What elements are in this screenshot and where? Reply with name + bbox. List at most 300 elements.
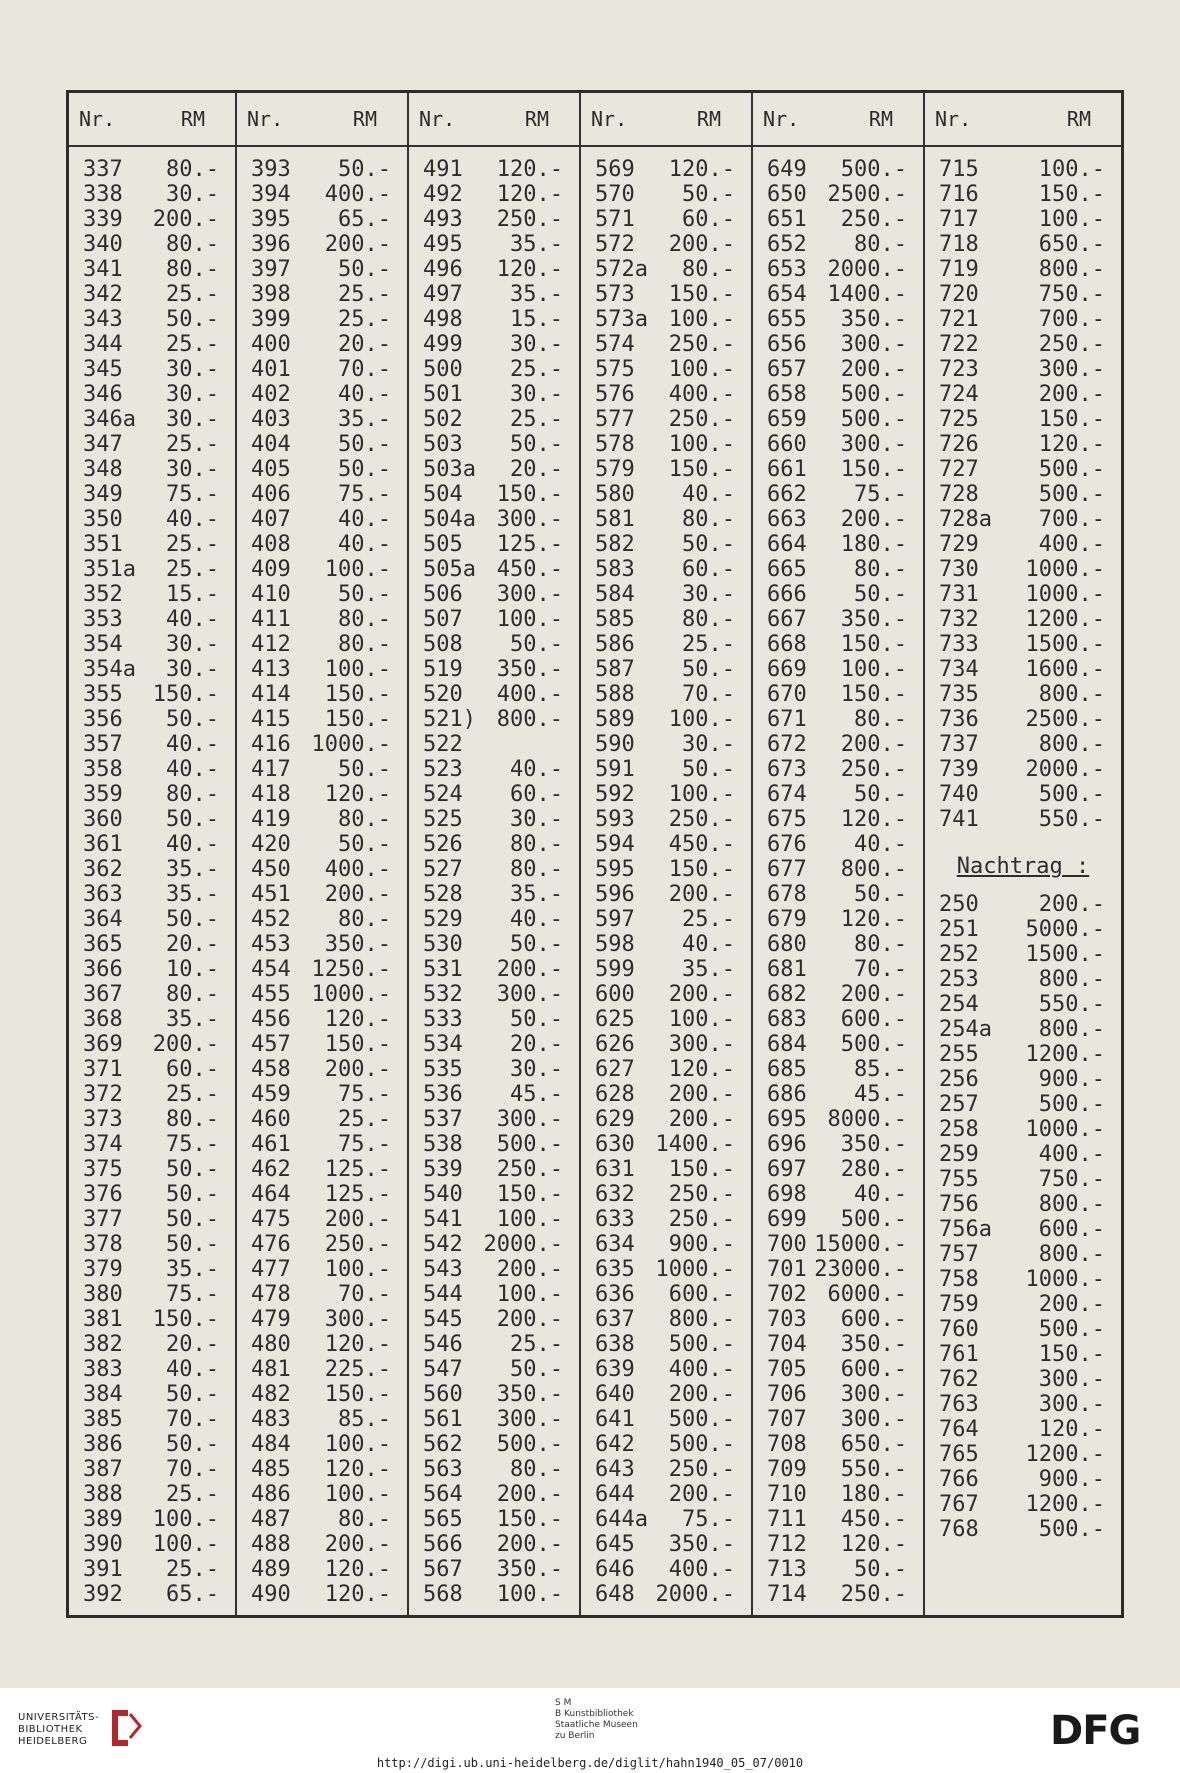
item-price: 50.- [682, 182, 735, 207]
item-price: 100.- [1038, 207, 1105, 232]
item-price: 40.- [166, 1357, 219, 1382]
item-price: 120.- [840, 1532, 907, 1557]
header-nr: Nr. [419, 107, 456, 131]
item-number: 376 [83, 1182, 123, 1207]
table-column [581, 93, 753, 1615]
table-row [925, 407, 1121, 432]
dfg-logo[interactable]: DFG [1050, 1708, 1141, 1754]
table-row [409, 707, 579, 732]
item-number: 394 [251, 182, 291, 207]
table-row [581, 482, 751, 507]
item-price: 35.- [166, 1257, 219, 1282]
item-number: 590 [595, 732, 635, 757]
item-price: 35.- [166, 1007, 219, 1032]
item-price: 80.- [338, 1507, 391, 1532]
table-row [237, 1557, 407, 1582]
table-row [409, 1507, 579, 1532]
item-number: 542 [423, 1232, 463, 1257]
table-row [581, 907, 751, 932]
table-row [237, 707, 407, 732]
item-number: 593 [595, 807, 635, 832]
item-price: 15.- [166, 582, 219, 607]
table-row [581, 1432, 751, 1457]
table-row [409, 732, 579, 757]
table-row [753, 1257, 923, 1282]
item-number: 357 [83, 732, 123, 757]
table-row [409, 157, 579, 182]
item-number: 638 [595, 1332, 635, 1357]
item-number: 670 [767, 682, 807, 707]
item-number: 348 [83, 457, 123, 482]
table-row [69, 1407, 235, 1432]
item-price: 25.- [510, 1332, 563, 1357]
item-number: 259 [939, 1142, 979, 1167]
table-row [753, 1482, 923, 1507]
table-row [581, 957, 751, 982]
table-row [753, 1182, 923, 1207]
item-number: 595 [595, 857, 635, 882]
item-price: 600.- [668, 1282, 735, 1307]
item-price: 600.- [1038, 1217, 1105, 1242]
item-price: 2000.- [1025, 757, 1105, 782]
table-row [581, 732, 751, 757]
item-price: 50.- [338, 582, 391, 607]
item-price: 1400.- [827, 282, 907, 307]
table-row [409, 207, 579, 232]
item-number: 723 [939, 357, 979, 382]
item-number: 498 [423, 307, 463, 332]
column-rows [581, 147, 751, 1607]
item-price: 75.- [166, 482, 219, 507]
item-price: 50.- [682, 532, 735, 557]
table-row [753, 382, 923, 407]
item-number: 478 [251, 1282, 291, 1307]
item-price: 280.- [840, 1157, 907, 1182]
table-row [237, 782, 407, 807]
item-number: 499 [423, 332, 463, 357]
item-number: 728 [939, 482, 979, 507]
table-row [581, 1082, 751, 1107]
item-number: 760 [939, 1317, 979, 1342]
item-price: 300.- [668, 1032, 735, 1057]
item-price: 120.- [840, 907, 907, 932]
table-row [753, 1532, 923, 1557]
table-row [925, 1492, 1121, 1517]
owner-stamp [555, 1698, 638, 1742]
table-row [409, 657, 579, 682]
table-row [753, 682, 923, 707]
table-row [753, 907, 923, 932]
item-number: 417 [251, 757, 291, 782]
item-price: 25.- [166, 432, 219, 457]
item-price: 800.- [840, 857, 907, 882]
item-number: 395 [251, 207, 291, 232]
item-price: 25.- [338, 282, 391, 307]
item-price: 500.- [1038, 482, 1105, 507]
table-row [69, 382, 235, 407]
table-row [925, 1067, 1121, 1092]
item-price: 80.- [338, 632, 391, 657]
item-price: 30.- [510, 332, 563, 357]
item-number: 683 [767, 1007, 807, 1032]
table-row [409, 882, 579, 907]
item-number: 759 [939, 1292, 979, 1317]
table-row [69, 582, 235, 607]
item-price: 25.- [166, 282, 219, 307]
item-number: 733 [939, 632, 979, 657]
item-price: 500.- [840, 1207, 907, 1232]
item-price: 150.- [496, 482, 563, 507]
table-row [753, 1457, 923, 1482]
table-row [581, 1357, 751, 1382]
item-price: 50.- [338, 757, 391, 782]
table-row [753, 1007, 923, 1032]
item-number: 459 [251, 1082, 291, 1107]
price-table [66, 90, 1124, 1618]
item-price: 600.- [840, 1357, 907, 1382]
item-number: 342 [83, 282, 123, 307]
item-number: 661 [767, 457, 807, 482]
item-number: 540 [423, 1182, 463, 1207]
table-row [237, 1107, 407, 1132]
table-row [925, 1392, 1121, 1417]
table-row [237, 1132, 407, 1157]
item-price: 40.- [166, 507, 219, 532]
item-number: 483 [251, 1407, 291, 1432]
item-price: 50.- [854, 882, 907, 907]
table-row [237, 757, 407, 782]
table-row [753, 1432, 923, 1457]
item-price: 200.- [668, 982, 735, 1007]
item-price: 150.- [152, 682, 219, 707]
item-number: 347 [83, 432, 123, 457]
table-row [237, 232, 407, 257]
item-number: 633 [595, 1207, 635, 1232]
item-number: 387 [83, 1457, 123, 1482]
item-number: 732 [939, 607, 979, 632]
item-number: 521) [423, 707, 476, 732]
table-row [753, 432, 923, 457]
table-row [237, 1582, 407, 1607]
item-number: 500 [423, 357, 463, 382]
item-number: 477 [251, 1257, 291, 1282]
table-row [409, 1257, 579, 1282]
table-row [237, 882, 407, 907]
item-price: 500.- [496, 1132, 563, 1157]
item-number: 388 [83, 1482, 123, 1507]
item-number: 591 [595, 757, 635, 782]
item-price: 500.- [668, 1407, 735, 1432]
item-price: 120.- [1038, 1417, 1105, 1442]
table-row [237, 407, 407, 432]
table-row [925, 1417, 1121, 1442]
table-row [69, 607, 235, 632]
item-number: 641 [595, 1407, 635, 1432]
table-row [753, 1357, 923, 1382]
item-number: 650 [767, 182, 807, 207]
item-number: 627 [595, 1057, 635, 1082]
table-row [409, 432, 579, 457]
table-row [925, 682, 1121, 707]
table-row [409, 282, 579, 307]
table-row [69, 1507, 235, 1532]
item-number: 664 [767, 532, 807, 557]
table-row [925, 607, 1121, 632]
item-price: 40.- [682, 932, 735, 957]
item-price: 70.- [338, 357, 391, 382]
item-price: 1000.- [1025, 557, 1105, 582]
item-price: 40.- [338, 532, 391, 557]
item-number: 644 [595, 1482, 635, 1507]
item-number: 359 [83, 782, 123, 807]
table-row [69, 932, 235, 957]
table-row [409, 982, 579, 1007]
item-price: 75.- [338, 1082, 391, 1107]
item-number: 585 [595, 607, 635, 632]
item-price: 60.- [166, 1057, 219, 1082]
table-row [581, 1257, 751, 1282]
item-number: 397 [251, 257, 291, 282]
item-number: 568 [423, 1582, 463, 1607]
item-price: 50.- [510, 632, 563, 657]
item-price: 100.- [152, 1532, 219, 1557]
item-number: 414 [251, 682, 291, 707]
table-row [237, 1157, 407, 1182]
table-row [925, 1317, 1121, 1342]
item-number: 758 [939, 1267, 979, 1292]
item-price: 50.- [166, 1432, 219, 1457]
item-price: 100.- [324, 557, 391, 582]
table-row [69, 907, 235, 932]
item-price: 400.- [324, 857, 391, 882]
item-number: 416 [251, 732, 291, 757]
table-row [409, 182, 579, 207]
item-number: 710 [767, 1482, 807, 1507]
table-row [925, 557, 1121, 582]
item-number: 481 [251, 1357, 291, 1382]
item-price: 250.- [840, 757, 907, 782]
item-price: 60.- [682, 557, 735, 582]
item-number: 695 [767, 1107, 807, 1132]
permalink-url[interactable]: http://digi.ub.uni-heidelberg.de/diglit/hahn1940_05_07/0010 [376, 1756, 804, 1770]
item-number: 461 [251, 1132, 291, 1157]
table-row [753, 282, 923, 307]
item-price: 40.- [166, 607, 219, 632]
item-number: 712 [767, 1532, 807, 1557]
item-number: 560 [423, 1382, 463, 1407]
item-price: 30.- [166, 182, 219, 207]
item-number: 453 [251, 932, 291, 957]
item-price: 500.- [1038, 1317, 1105, 1342]
table-row [69, 807, 235, 832]
item-number: 668 [767, 632, 807, 657]
item-price: 350.- [496, 657, 563, 682]
item-number: 575 [595, 357, 635, 382]
item-price: 250.- [496, 207, 563, 232]
item-price: 150.- [840, 457, 907, 482]
item-price: 150.- [496, 1507, 563, 1532]
item-price: 2500.- [1025, 707, 1105, 732]
item-price: 500.- [668, 1432, 735, 1457]
table-row [581, 1032, 751, 1057]
column-header [753, 93, 923, 147]
item-price: 1400.- [655, 1132, 735, 1157]
header-rm: RM [696, 107, 721, 131]
table-row [69, 1382, 235, 1407]
item-number: 255 [939, 1042, 979, 1067]
item-price: 25.- [166, 532, 219, 557]
item-price: 75.- [166, 1132, 219, 1157]
item-number: 506 [423, 582, 463, 607]
university-library-logo[interactable] [18, 1712, 99, 1748]
item-price: 100.- [152, 1507, 219, 1532]
item-price: 1500.- [1025, 942, 1105, 967]
table-row [69, 157, 235, 182]
item-number: 539 [423, 1157, 463, 1182]
table-row [237, 582, 407, 607]
table-row [237, 382, 407, 407]
item-number: 531 [423, 957, 463, 982]
table-row [753, 857, 923, 882]
item-price: 200.- [496, 1257, 563, 1282]
item-number: 350 [83, 507, 123, 532]
table-row [237, 932, 407, 957]
item-number: 628 [595, 1082, 635, 1107]
item-number: 660 [767, 432, 807, 457]
item-price: 30.- [682, 732, 735, 757]
item-number: 253 [939, 967, 979, 992]
table-row [409, 1482, 579, 1507]
item-price: 150.- [1038, 1342, 1105, 1367]
item-price: 200.- [496, 1532, 563, 1557]
table-row [925, 582, 1121, 607]
table-row [581, 982, 751, 1007]
item-price: 400.- [668, 1357, 735, 1382]
item-price: 150.- [324, 707, 391, 732]
table-row [581, 1482, 751, 1507]
item-number: 588 [595, 682, 635, 707]
table-row [753, 1407, 923, 1432]
item-number: 667 [767, 607, 807, 632]
item-price: 85.- [338, 1407, 391, 1432]
table-row [581, 1132, 751, 1157]
table-row [925, 1142, 1121, 1167]
table-row [409, 607, 579, 632]
item-number: 254 [939, 992, 979, 1017]
table-row [753, 582, 923, 607]
stamp-line3: Staatliche Museen [555, 1720, 638, 1730]
item-price: 150.- [1038, 407, 1105, 432]
item-price: 80.- [510, 1457, 563, 1482]
item-number: 258 [939, 1117, 979, 1142]
item-number: 527 [423, 857, 463, 882]
table-row [581, 1557, 751, 1582]
item-price: 50.- [510, 932, 563, 957]
item-price: 25.- [166, 557, 219, 582]
library-name-line1: UNIVERSITÄTS- [18, 1712, 100, 1723]
table-row [69, 732, 235, 757]
table-row [409, 257, 579, 282]
item-number: 541 [423, 1207, 463, 1232]
item-price: 100.- [324, 657, 391, 682]
item-number: 579 [595, 457, 635, 482]
item-price: 800.- [1038, 967, 1105, 992]
item-price: 300.- [1038, 1392, 1105, 1417]
table-row [237, 1257, 407, 1282]
item-price: 80.- [682, 507, 735, 532]
table-row [925, 182, 1121, 207]
table-row [753, 1382, 923, 1407]
item-price: 75.- [338, 1132, 391, 1157]
table-row [69, 1082, 235, 1107]
table-row [581, 657, 751, 682]
item-number: 722 [939, 332, 979, 357]
item-price: 80.- [854, 557, 907, 582]
item-price: 120.- [496, 157, 563, 182]
table-row [409, 1282, 579, 1307]
item-price: 80.- [166, 257, 219, 282]
item-number: 676 [767, 832, 807, 857]
table-row [69, 307, 235, 332]
table-row [69, 1057, 235, 1082]
table-row [69, 507, 235, 532]
item-price: 100.- [324, 1432, 391, 1457]
table-row [581, 1282, 751, 1307]
item-number: 567 [423, 1557, 463, 1582]
table-row [925, 732, 1121, 757]
item-number: 381 [83, 1307, 123, 1332]
table-row [753, 1582, 923, 1607]
item-number: 454 [251, 957, 291, 982]
item-price: 650.- [840, 1432, 907, 1457]
table-row [409, 1407, 579, 1432]
item-number: 572 [595, 232, 635, 257]
table-row [753, 207, 923, 232]
table-row [581, 582, 751, 607]
item-number: 363 [83, 882, 123, 907]
item-number: 358 [83, 757, 123, 782]
item-price: 1000.- [1025, 1267, 1105, 1292]
item-number: 493 [423, 207, 463, 232]
table-row [925, 1192, 1121, 1217]
item-number: 383 [83, 1357, 123, 1382]
table-row [925, 157, 1121, 182]
item-price: 40.- [510, 757, 563, 782]
item-number: 684 [767, 1032, 807, 1057]
item-number: 532 [423, 982, 463, 1007]
item-price: 1000.- [311, 982, 391, 1007]
table-row [925, 432, 1121, 457]
item-number: 495 [423, 232, 463, 257]
item-price: 500.- [840, 1032, 907, 1057]
table-row [69, 557, 235, 582]
item-number: 586 [595, 632, 635, 657]
item-number: 343 [83, 307, 123, 332]
item-price: 1200.- [1025, 1042, 1105, 1067]
item-price: 200.- [324, 1532, 391, 1557]
item-price: 80.- [166, 157, 219, 182]
item-price: 500.- [1038, 1517, 1105, 1542]
table-row [237, 1482, 407, 1507]
item-price: 200.- [668, 1082, 735, 1107]
item-number: 386 [83, 1432, 123, 1457]
item-number: 592 [595, 782, 635, 807]
table-row [581, 182, 751, 207]
table-row [237, 1332, 407, 1357]
item-number: 543 [423, 1257, 463, 1282]
item-number: 535 [423, 1057, 463, 1082]
table-row [237, 432, 407, 457]
